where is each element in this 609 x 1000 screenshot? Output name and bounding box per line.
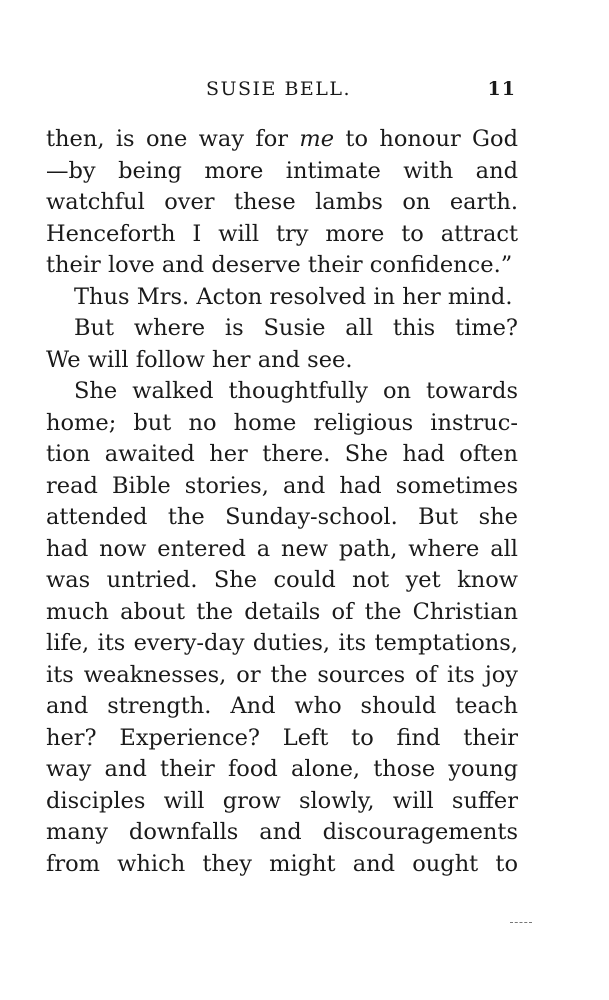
text-line: way and their food alone, those young (46, 756, 518, 782)
text-line: was untried. She could not yet know (46, 567, 518, 593)
text-line: read Bible stories, and had sometimes (46, 472, 518, 499)
text-line: tion awaited her there. She had often (46, 441, 518, 467)
text-line (46, 124, 518, 156)
text-line: disciples will grow slowly, will suffer (46, 787, 518, 814)
text-line: But where is Susie all this time? (74, 315, 518, 341)
text-line: had now entered a new path, where all (46, 535, 518, 562)
text-line: Thus Mrs. Acton resolved in her mind. (74, 283, 513, 310)
footer-mark (510, 922, 532, 923)
text-line: We will follow her and see. (46, 346, 353, 373)
text-line: home; but no home religious instruc- (46, 409, 518, 436)
text-line: much about the details of the Christian (46, 598, 518, 625)
text-line-start: then, is one way for (46, 126, 300, 152)
text-line: Henceforth I will try more to attract (46, 220, 518, 247)
running-head (46, 78, 516, 102)
text-line: watchful over these lambs on earth. (46, 189, 518, 215)
running-title: SUSIE BELL. (206, 78, 352, 100)
text-line: life, its every-day duties, its temptations, (46, 630, 518, 656)
text-line: and strength. And who should teach (46, 693, 518, 719)
text-line: —by being more intimate with and (46, 157, 518, 184)
text-line: She walked thoughtfully on towards (74, 378, 518, 404)
page-number: 11 (487, 78, 516, 100)
emphasized-word: me (299, 126, 335, 152)
text-line-end: to honour God (334, 126, 518, 152)
page-text (46, 124, 518, 880)
text-line: from which they might and ought to (46, 850, 518, 877)
text-line: many downfalls and discouragements (46, 819, 518, 845)
text-line: attended the Sunday-school. But she (46, 504, 518, 530)
text-line: its weaknesses, or the sources of its joy (46, 661, 518, 688)
text-line: their love and deserve their confidence.” (46, 252, 513, 278)
text-line: her? Experience? Left to find their (46, 724, 518, 751)
